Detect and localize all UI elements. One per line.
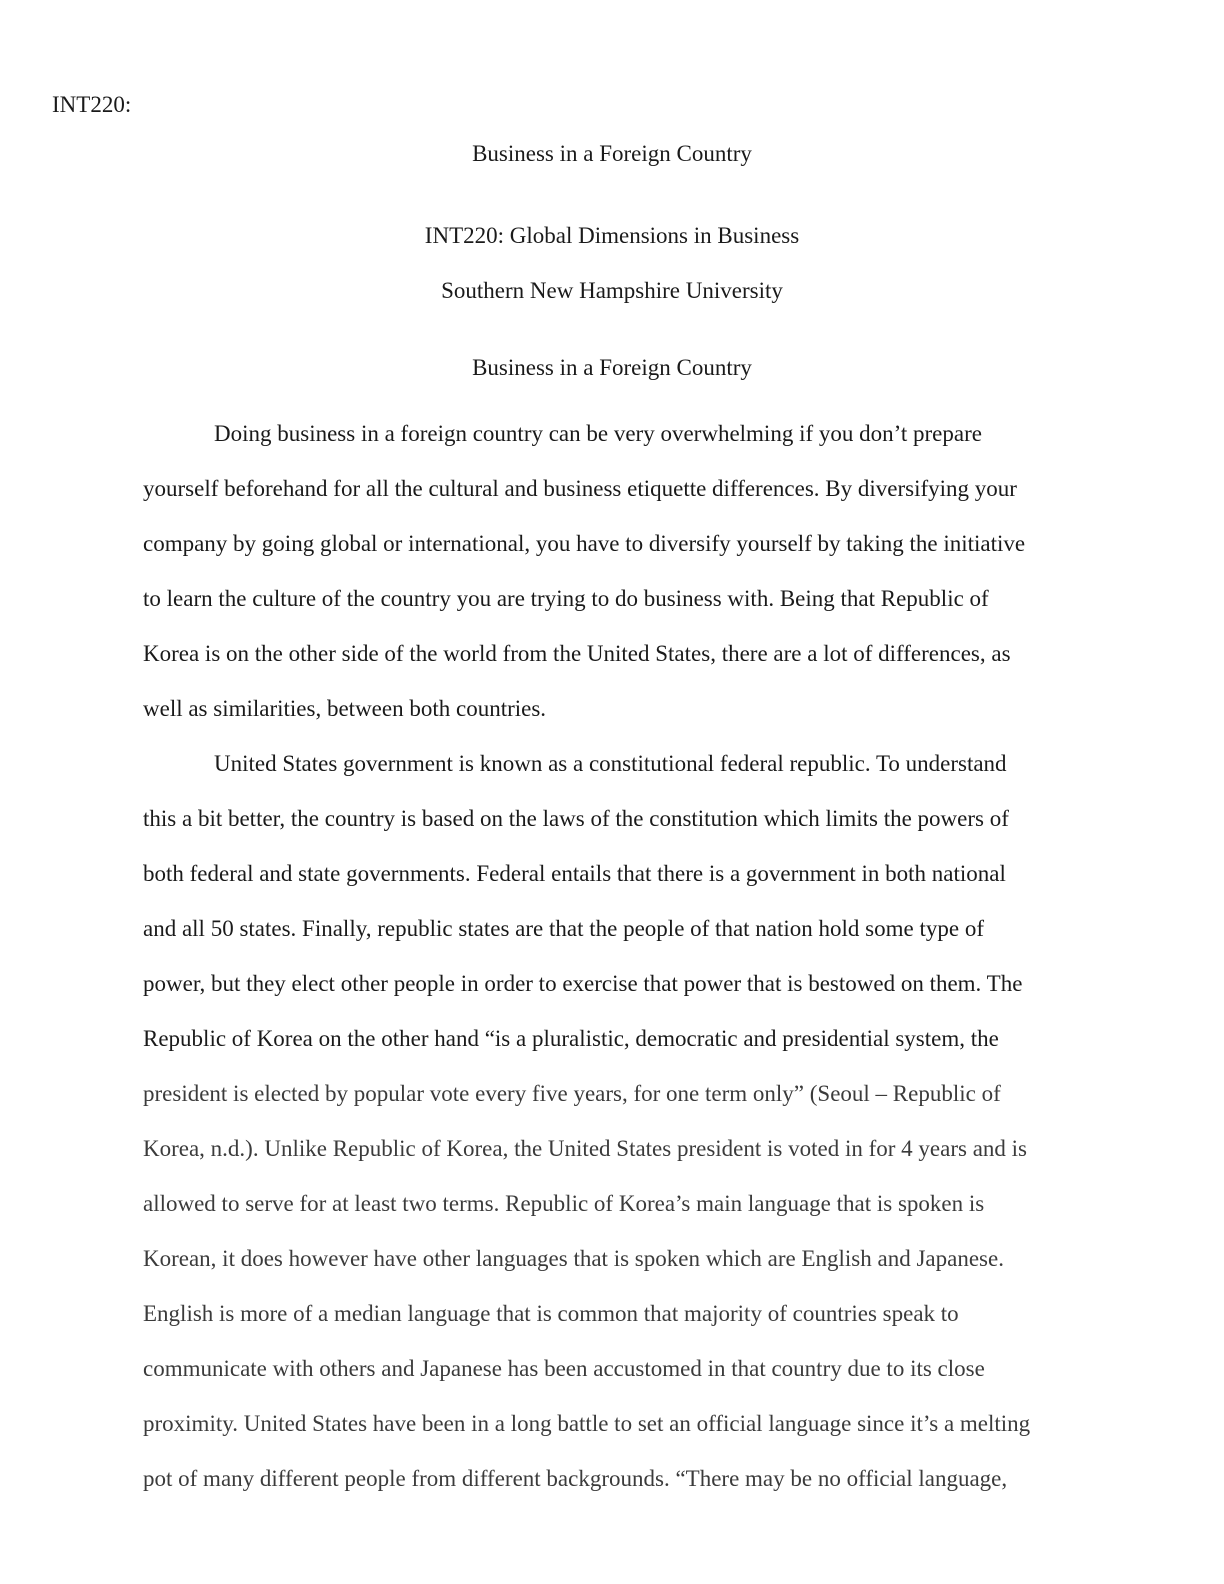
paragraph-line: Korean, it does however have other languages that is spoken which are English and Japanese. xyxy=(143,1246,1004,1271)
paragraph-line: president is elected by popular vote every five years, for one term only” (Seoul – Republic of xyxy=(143,1081,1001,1106)
paragraph-line: power, but they elect other people in order to exercise that power that is bestowed on them. The xyxy=(143,971,1023,996)
paragraph-line: allowed to serve for at least two terms. Republic of Korea’s main language that is spoken is xyxy=(143,1191,985,1216)
paragraph-line: pot of many different people from different backgrounds. “There may be no official language, xyxy=(143,1466,1008,1491)
paragraph-2 xyxy=(143,736,1063,1506)
paragraph-line: United States government is known as a constitutional federal republic. To understand xyxy=(214,751,1007,776)
paragraph-line: to learn the culture of the country you are trying to do business with. Being that Republic of xyxy=(143,586,989,611)
course-name: INT220: Global Dimensions in Business xyxy=(424,223,800,248)
paragraph-line: Doing business in a foreign country can be very overwhelming if you don’t prepare xyxy=(214,421,982,446)
paragraph-line: communicate with others and Japanese has been accustomed in that country due to its close xyxy=(143,1356,985,1381)
institution-name: Southern New Hampshire University xyxy=(441,278,783,303)
running-head: INT220: xyxy=(52,92,132,117)
paragraph-line: proximity. United States have been in a long battle to set an official language since it’s a melting xyxy=(143,1411,1031,1436)
paragraph-1 xyxy=(143,406,1063,736)
body-heading: Business in a Foreign Country xyxy=(472,355,752,380)
paragraph-line: company by going global or international, you have to diversify yourself by taking the initiative xyxy=(143,531,1026,556)
body-text xyxy=(143,406,1063,1506)
paper-title: Business in a Foreign Country xyxy=(472,141,752,166)
paragraph-line: yourself beforehand for all the cultural and business etiquette differences. By diversifying your xyxy=(143,476,1017,501)
paragraph-line: Korea, n.d.). Unlike Republic of Korea, the United States president is voted in for 4 years and is xyxy=(143,1136,1027,1161)
paragraph-line: Republic of Korea on the other hand “is a pluralistic, democratic and presidential system, the xyxy=(143,1026,999,1051)
paragraph-line: this a bit better, the country is based on the laws of the constitution which limits the powers of xyxy=(143,806,1009,831)
paragraph-line: well as similarities, between both countries. xyxy=(143,696,547,721)
paragraph-line: both federal and state governments. Federal entails that there is a government in both national xyxy=(143,861,1006,886)
paragraph-line: Korea is on the other side of the world from the United States, there are a lot of differences, as xyxy=(143,641,1011,666)
paragraph-line: English is more of a median language that is common that majority of countries speak to xyxy=(143,1301,959,1326)
paragraph-line: and all 50 states. Finally, republic states are that the people of that nation hold some type of xyxy=(143,916,984,941)
